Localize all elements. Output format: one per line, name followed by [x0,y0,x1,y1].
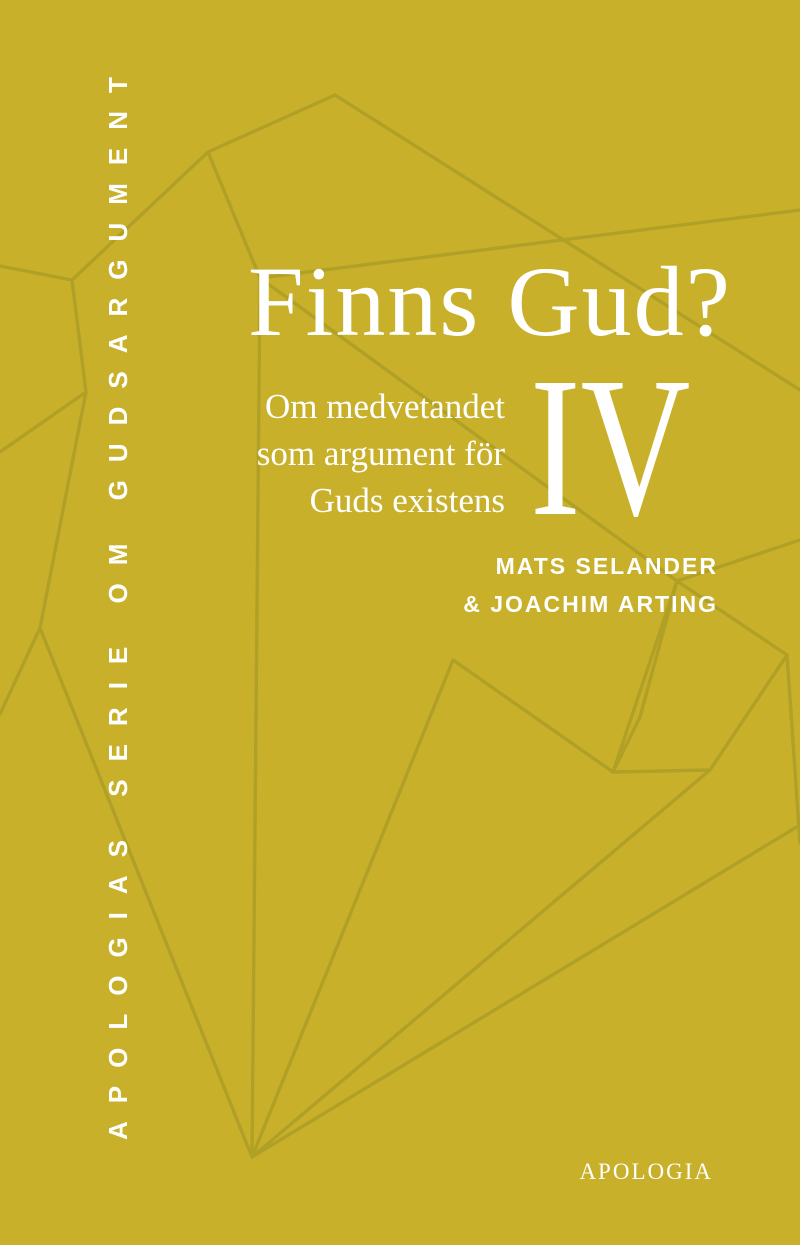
author-names [463,547,718,623]
series-spine-text: APOLOGIAS SERIE OM GUDSARGUMENT [103,59,133,1140]
book-title: Finns Gud? [248,246,732,357]
volume-numeral: IV [530,337,691,558]
publisher-logo: APOLOGIA [579,1159,713,1184]
author-line-1: MATS SELANDER [495,553,718,579]
book-subtitle [257,383,505,524]
author-line-2: & JOACHIM ARTING [463,591,718,617]
subtitle-line-1: Om medvetandet [264,387,505,426]
subtitle-line-2: som argument för [256,434,505,473]
subtitle-line-3: Guds existens [309,481,505,520]
